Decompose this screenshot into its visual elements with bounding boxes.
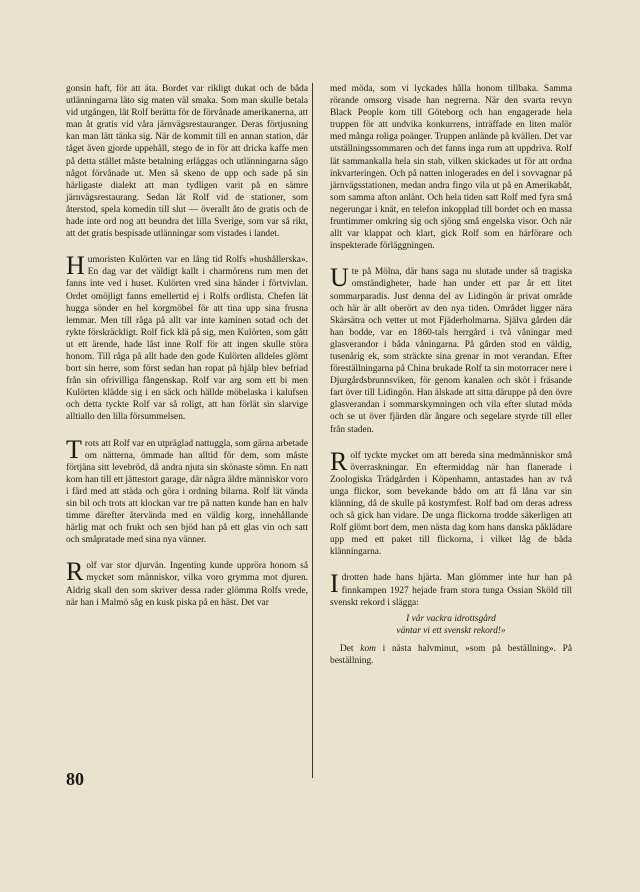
- page-number: 80: [66, 769, 84, 789]
- drop-cap: H: [66, 251, 85, 281]
- paragraph-restaurant-story: gonsin haft, för att äta. Bordet var rikligt dukat och de båda utlänningarna läto sig maten väl smaka. Som man skulle betala vid utgången, lät Rolf berätta för de förvånade amerikanerna, att man åt gratis vid våra järnvägsrestauranger. Deras förtjusning kan man lätt tänka sig. När de kommit till en annan station, där tåget även gjorde uppehåll, stego de in för att dricka kaffe men på detta stället måste betalning erläggas och utlänningarna sågo något förvånade ut. Men så skeno de upp och sade på sin härligaste dialekt att man tydligen varit på en sämre järnvägsrestaurang. Sedan lät Rolf vid de stationer, som återstod, spela komedin till slut — överallt åto de gratis och de hade inte ord nog att beundra det lilla Sverige, som var så rikt, att det gratis bespisade utlänningar som vistades i landet.: [66, 84, 308, 240]
- paragraph-night-owl: [66, 434, 308, 547]
- paragraph-text: olf var stor djurvän. Ingenting kunde uppröra honom så mycket som människor, vilka voro grymma mot djuren. Aldrig skall den som skriver dessa rader glömma Rolfs vrede, när han i Malmö såg en kusk piska på en häst. Det var: [66, 561, 308, 608]
- paragraph-final: [330, 643, 572, 667]
- right-column: [330, 83, 572, 681]
- verse-line: väntar vi ett svenskt rekord!»: [396, 625, 506, 636]
- paragraph-text: rots att Rolf var en utpräglad nattuggla, som gärna arbetade om nätterna, ömmade han alltid för dem, som måste förtjäna sitt levebröd, då andra njuta sin skönaste sömn. En natt kom han till ett jättestort garage, där några äldre människor voro i färd med att städa och göra i ordning bilarna. Rolf lät vända sin bil och trots att klockan var tre på natten kunde han en halv timme därefter återvända med en väldig korg, innehållande härlig mat och frukt och sen bjöd han på ett glas vin och satt och småpratade med sina nya vänner.: [66, 438, 308, 546]
- quoted-verse: [330, 613, 572, 637]
- drop-cap: R: [66, 557, 84, 587]
- paragraph-animal-lover: [66, 557, 308, 608]
- paragraph-kulorten: [66, 251, 308, 423]
- paragraph-text: olf tyckte mycket om att bereda sina medmänniskor små överraskningar. En eftermiddag när han flanerade i Zoologiska Trädgården i Köpenhamn, antastades han av två unga flickor, som bevekande bådo om att få låna var sin klänning, då de skulle på kostymfest. Rolf bad om deras adress och så gick han vidare. De unga flickorna trodde säkerligen att Rolf glömt bort dem, men nästa dag kom hans danska påklädare upp med ett paket till flickorna, i vilket låg de båda klänningarna.: [330, 450, 572, 558]
- paragraph-molna: [330, 263, 572, 435]
- drop-cap: T: [66, 434, 82, 464]
- paragraph-text: umoristen Kulörten var en lång tid Rolfs »hushållerska». En dag var det väldigt kallt i charmörens rum men det fanns inte ved i huset. Kulörten vred sina händer i förtvivlan. Ordet omöjligt fanns emellertid ej i Rolfs ordlista. Chefen lät hugga sönder en hel korgmöbel för att tina upp sina frusna lemmar. Men till råga på allt var inte kaminen sotad och det rykte förskräckligt. Rolf fick klä på sig, men Kulörten, som gått ut ett ärende, hade låst inne Rolf för att ingen skulle störa honom. Till råga på allt hade den gode Kulörten alldeles glömt bort sin herre, som först sedan han ropat på hjälp blev befriad från sin ofrivilliga fångenskap. Rolf var arg som ett bi men Kulörten klädde sig i en säck och hällde möbelaska i kalufsen och detta tyckte Rolf var så roligt, att han förlät sin slarvige alltiallo den lilla försummelsen.: [66, 255, 308, 423]
- paragraph-text: i nästa halvminut, »som på beställning». På beställning.: [330, 643, 572, 667]
- drop-cap: I: [330, 569, 339, 599]
- emphasis: kom: [360, 643, 376, 654]
- paragraph-text: Det: [340, 643, 361, 654]
- paragraph-text: te på Mölna, där hans saga nu slutade under så tragiska omständigheter, hade han under ett par år ett litet sommarparadis. Just denna del av Lidingön är privat område och här är allt oberört av den nya tiden. Området ligger nära Skärsätra och vetter ut mot Fjäderholmarna. Själva gården där han bodde, var en 1860-tals herrgård i två våningar med glasverandor i båda våningarna. På gården stod en väldig, tusenårig ek, som sträckte sina grenar in mot verandan. Efter föreställningarna på China brukade Rolf ta sin motorracer nere i Djurgårdsbrunnsviken, för genom kanalen och sköt i fräsande fart över till Lidingön. Han älskade att sitta däruppe på den övre glasverandan i sommarskymningen och vila efter slutad möda och se ut över fjärden där ångare och segelare styrde till eller från staden.: [330, 267, 572, 435]
- paragraph-text: drotten hade hans hjärta. Man glömmer inte hur han på finnkampen 1927 hejade fram stora tunga Ossian Sköld till svenskt rekord i slägga:: [330, 573, 572, 608]
- paragraph-surprises: [330, 446, 572, 559]
- column-divider: [312, 83, 313, 778]
- left-column: [66, 83, 308, 623]
- paragraph-black-people-revue: med möda, som vi lyckades hålla honom tillbaka. Samma rörande omsorg visade han negrerna. När den svarta revyn Black People kom till Göteborg och han engagerade hela truppen för att undvika konkurrens, inträffade en liten malör med många roliga poänger. Truppen anlände på kvällen. Det var utställningssommaren och det fanns inga rum att uppdriva. Rolf lät sammankalla hela sin stab, vilken skickades ut för att ordna inkvarteringen. Och på natten inlogerades en del i sovvagnar på järnvägsstationen, medan andra fingo vila ut på en Amerikabåt, som samma afton anlänt. Och hela tiden satt Rolf med fyra små negerungar i knät, en telefon inkopplad till bordet och en massa fruntimmer omkring sig och sjöng små engelska visor. Och när allt var klappat och klart, gick Rolf som en härförare och inspekterade förläggningen.: [330, 84, 572, 252]
- drop-cap: U: [330, 263, 349, 293]
- verse-line: I vår vackra idrottsgård: [406, 613, 496, 624]
- paragraph-sports: [330, 569, 572, 608]
- drop-cap: R: [330, 446, 348, 476]
